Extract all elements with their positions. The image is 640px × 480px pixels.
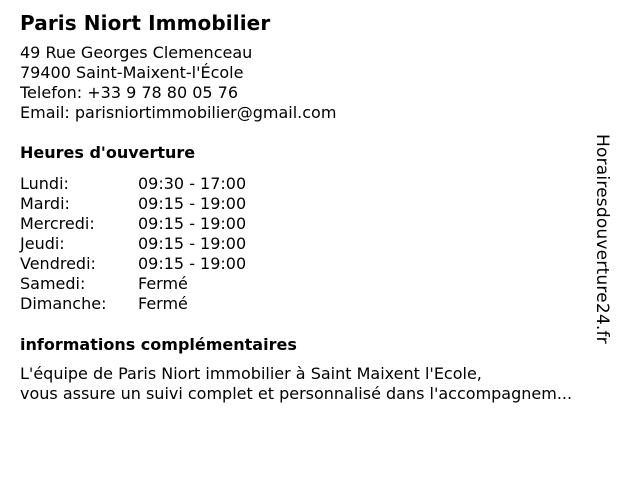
time-value: Fermé [138, 274, 188, 293]
hours-row [20, 274, 620, 294]
day-label: Vendredi: [20, 254, 96, 273]
hours-row [20, 174, 620, 194]
time-value: 09:30 - 17:00 [138, 174, 247, 193]
day-label: Jeudi: [20, 234, 65, 253]
time-value: 09:15 - 19:00 [138, 254, 247, 273]
info-line-2: vous assure un suivi complet et personnalisé dans l'accompagnem... [20, 384, 573, 403]
time-value: 09:15 - 19:00 [138, 214, 247, 233]
hours-table [20, 174, 620, 314]
day-label: Samedi: [20, 274, 86, 293]
business-name: Paris Niort Immobilier [20, 11, 271, 35]
day-label: Lundi: [20, 174, 69, 193]
info-heading: informations complémentaires [20, 335, 297, 354]
hours-row [20, 254, 620, 274]
hours-heading: Heures d'ouverture [20, 143, 196, 162]
hours-row [20, 194, 620, 214]
day-label: Mardi: [20, 194, 70, 213]
day-label: Mercredi: [20, 214, 95, 233]
info-description [20, 364, 620, 404]
info-line-1: L'équipe de Paris Niort immobilier à Saint Maixent l'Ecole, [20, 364, 482, 383]
hours-row [20, 234, 620, 254]
site-watermark: Horairesdouverture24.fr [592, 134, 612, 344]
business-card [20, 10, 620, 404]
time-value: 09:15 - 19:00 [138, 194, 247, 213]
hours-row [20, 214, 620, 234]
address-line-2: 79400 Saint-Maixent-l'École [20, 63, 244, 82]
day-label: Dimanche: [20, 294, 107, 313]
hours-row [20, 294, 620, 314]
phone-line: Telefon: +33 9 78 80 05 76 [20, 83, 239, 102]
email-line: Email: parisniortimmobilier@gmail.com [20, 103, 337, 122]
time-value: 09:15 - 19:00 [138, 234, 247, 253]
address-line-1: 49 Rue Georges Clemenceau [20, 43, 253, 62]
contact-block [20, 43, 620, 123]
time-value: Fermé [138, 294, 188, 313]
